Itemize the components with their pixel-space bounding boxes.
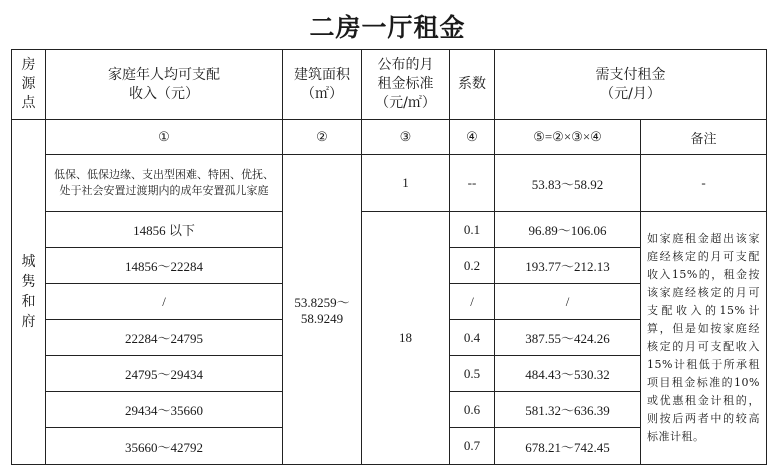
income-cell: 24795～29434 <box>46 356 283 392</box>
header-area: 建筑面积 （㎡） <box>283 50 362 120</box>
table-row <box>12 155 767 212</box>
table-row <box>12 212 767 248</box>
index-5-formula: ⑤=②×③×④ <box>495 120 641 155</box>
header-row <box>12 50 767 120</box>
payment-cell: 678.21～742.45 <box>495 428 641 465</box>
page-title: 二房一厅租金 <box>309 13 466 42</box>
income-cell: 22284～24795 <box>46 320 283 356</box>
income-cell: 29434～35660 <box>46 392 283 428</box>
payment-cell: 387.55～424.26 <box>495 320 641 356</box>
rent-table <box>11 49 767 465</box>
payment-cell: 581.32～636.39 <box>495 392 641 428</box>
index-2: ② <box>283 120 362 155</box>
payment-cell: 484.43～530.32 <box>495 356 641 392</box>
area-value: 53.8259～ 58.9249 <box>283 155 362 465</box>
payment-cell: 96.89～106.06 <box>495 212 641 248</box>
payment-cell: 53.83～58.92 <box>495 155 641 212</box>
index-6-remark: 备注 <box>641 120 767 155</box>
income-cell: 14856 以下 <box>46 212 283 248</box>
header-standard: 公布的月 租金标准 （元/㎡） <box>362 50 450 120</box>
coefficient-cell: 0.1 <box>450 212 495 248</box>
income-cell: / <box>46 284 283 320</box>
header-income: 家庭年人均可支配 收入（元） <box>46 50 283 120</box>
remark-note: 如家庭租金超出该家庭经核定的月可支配收入15%的，租金按该家庭经核定的月可支配收入的15%计算，但是如按家庭经核定的月可支配收入15%计租低于所承租项目租金标准的10%或优惠租金计租的，则按后两者中的较高标准计租。 <box>641 212 767 465</box>
coefficient-cell: / <box>450 284 495 320</box>
coefficient-cell: 0.2 <box>450 248 495 284</box>
remark-cell: - <box>641 155 767 212</box>
index-3: ③ <box>362 120 450 155</box>
coefficient-cell: 0.6 <box>450 392 495 428</box>
source-name: 城 隽 和 府 <box>12 120 46 465</box>
income-cell: 低保、低保边缘、支出型困难、特困、优抚、处于社会安置过渡期内的成年安置孤儿家庭 <box>46 155 283 212</box>
payment-cell: / <box>495 284 641 320</box>
standard-value: 18 <box>362 212 450 465</box>
income-cell: 14856～22284 <box>46 248 283 284</box>
header-source: 房 源 点 <box>12 50 46 120</box>
coefficient-cell: 0.7 <box>450 428 495 465</box>
index-4: ④ <box>450 120 495 155</box>
coefficient-cell: 0.4 <box>450 320 495 356</box>
payment-cell: 193.77～212.13 <box>495 248 641 284</box>
standard-cell: 1 <box>362 155 450 212</box>
income-cell: 35660～42792 <box>46 428 283 465</box>
header-payment: 需支付租金 （元/月） <box>495 50 767 120</box>
index-row <box>12 120 767 155</box>
index-1: ① <box>46 120 283 155</box>
coefficient-cell: -- <box>450 155 495 212</box>
coefficient-cell: 0.5 <box>450 356 495 392</box>
header-coefficient: 系数 <box>450 50 495 120</box>
